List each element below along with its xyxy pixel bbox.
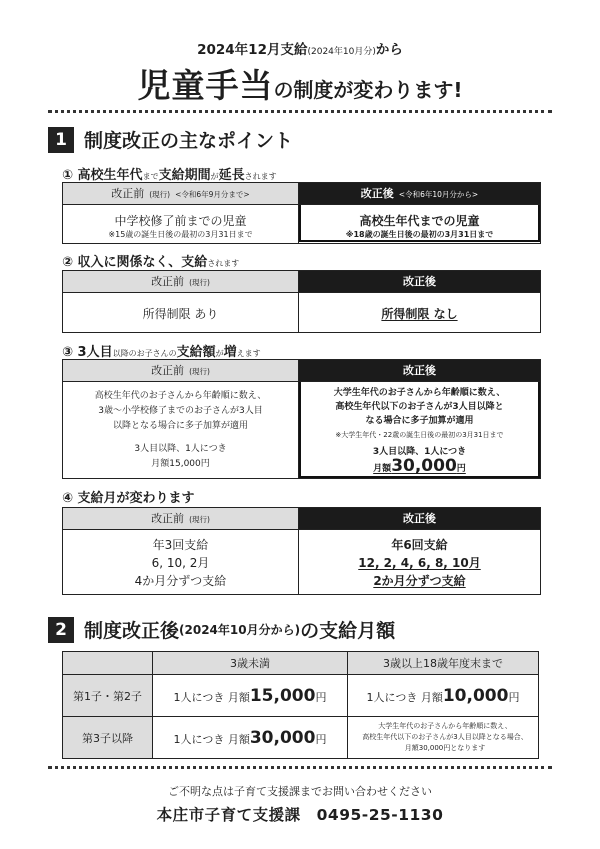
point2-after-main: 所得制限 なし [381,307,458,321]
amount-row1-over3-yen: 円 [508,690,520,704]
point4-before-line2: 6, 10, 2月 [151,556,210,570]
section2-title-a: 制度改正後 [84,620,180,642]
point1-before-label: 改正前 [111,187,145,200]
footer-inquiry: ご不明な点は子育て支援課までお問い合わせください [168,785,432,798]
point3-before-amount: 月額15,000円 [151,459,210,469]
amount-row2-yen: 円 [315,732,327,746]
point4-after-label: 改正後 [403,512,436,525]
point4-before-line3: 4か月分ずつ支給 [134,574,227,588]
page-title [0,60,600,107]
amount-row2-label: 第3子以降 [63,717,153,759]
point4-before-header [63,508,298,530]
amount-col-under3: 3歳未満 [153,652,348,675]
point2-before-label-small: (現行) [189,278,210,287]
point2-before [63,271,299,332]
footer-divider [48,766,552,769]
point1-marker: ① [62,168,74,183]
point4-after-line2: 12, 2, 4, 6, 8, 10月 [358,556,481,570]
header-date-small: (2024年10月分) [307,47,376,57]
point4-comparison [62,507,541,595]
point2-heading-small: されます [207,259,240,268]
point3-after-amount: 30,000 [391,456,457,476]
point1-heading-small-b: が [210,172,219,181]
footer-contact: 本庄市子育て支援課 0495-25-1130 [156,806,444,824]
point1-heading-small-a: まで [142,172,159,181]
point3-heading-c: 増 [223,345,237,360]
point1-after-label: 改正後 [360,187,394,200]
point3-after-amount-prefix: 月額 [373,464,392,474]
amount-row1-under3-value: 15,000 [249,685,316,706]
amount-row1-under3 [153,675,348,717]
point4-before-line1: 年3回支給 [152,538,209,552]
point1-before [63,183,299,243]
point1-before-label-note: <令和6年9月分まで> [175,190,250,199]
amount-row2-under3 [153,717,348,759]
point4-after [299,508,540,594]
point1-before-main: 中学校修了前までの児童 [114,214,247,228]
point3-after-header [299,360,540,382]
point3-after-desc3: なる場合に多子加算が適用 [365,416,474,426]
point3-after-desc2: 高校生年代以下のお子さんが3人目以降と [335,402,504,412]
point2-comparison [62,270,541,333]
point2-after [299,271,540,332]
point2-heading [62,251,239,270]
point4-after-line3: 2か月分ずつ支給 [373,574,466,588]
amount-row1-under3-prefix: 1人につき 月額 [173,690,250,704]
point3-marker: ③ [62,345,74,360]
point3-after-amount-label: 3人目以降、1人につき [372,447,467,457]
point1-after-header [299,183,540,205]
point3-heading [62,341,261,360]
header-date: 2024年12月支給 [197,42,308,58]
point4-after-line1: 年6回支給 [391,538,448,552]
point1-after-label-note: <令和6年10月分から> [398,190,479,199]
point2-after-header [299,271,540,293]
point3-before-header [63,360,298,382]
point4-before-label: 改正前 [151,512,185,525]
amount-table-corner [63,652,153,675]
section2-number: 2 [48,617,74,643]
section2-title-b: の支給月額 [300,620,396,642]
point3-before [63,360,299,478]
section2-heading [48,616,395,643]
section1-heading [48,126,293,153]
point3-after [299,360,540,478]
point3-after-amount-suffix: 円 [456,464,466,474]
amount-row1-under3-yen: 円 [315,690,327,704]
point1-before-label-small: (現行) [149,190,171,199]
point3-after-amount-line [301,456,538,476]
point4-after-header [299,508,540,530]
point3-before-label-small: (現行) [189,367,210,376]
point4-marker: ④ [62,491,74,506]
point1-before-note: ※15歳の誕生日後の最初の3月31日まで [108,230,253,239]
amount-row2-value: 30,000 [249,727,316,748]
amount-row2-note3: 月額30,000円となります [404,744,486,752]
header-subtitle [0,38,600,58]
amount-row2-note1: 大学生年代のお子さんから年齢順に数え、 [378,722,512,730]
header-from: から [375,42,403,58]
point3-after-note: ※大学生年代・22歳の誕生日後の最初の3月31日まで [335,431,504,439]
point3-before-label: 改正前 [151,364,185,377]
title-big: 児童手当 [137,66,274,105]
point1-heading-b: 支給期間 [158,168,211,183]
point3-heading-small-c: えます [236,349,261,358]
amount-row1-label: 第1子・第2子 [63,675,153,717]
point3-comparison [62,359,541,479]
point2-marker: ② [62,255,74,270]
amount-col-over3: 3歳以上18歳年度末まで [348,652,539,675]
point3-before-desc1: 高校生年代のお子さんから年齢順に数え、 [94,391,267,401]
point1-after [299,183,540,243]
point4-before-label-small: (現行) [189,515,210,524]
dotted-divider [48,110,552,113]
section1-title: 制度改正の主なポイント [84,130,294,152]
point2-before-label: 改正前 [151,275,185,288]
point3-heading-b: 支給額 [176,345,216,360]
point3-heading-small-b: が [215,349,224,358]
point4-heading-text: 支給月が変わります [77,491,195,506]
point2-before-main: 所得制限 あり [142,307,219,321]
point3-heading-small-a: 以降のお子さんの [112,349,177,358]
point2-heading-b: 、支給 [168,255,208,270]
point1-heading-a: 高校生年代 [77,168,143,183]
point3-before-desc3: 以降となる場合に多子加算が適用 [112,421,248,431]
point3-heading-a: 3人目 [77,345,113,360]
point3-after-label: 改正後 [403,364,436,377]
point4-before [63,508,299,594]
point1-heading-small-c: されます [244,172,277,181]
section1-number: 1 [48,127,74,153]
section2-title-small: (2024年10月分から) [179,623,301,637]
amount-row2-note2: 高校生年代以下のお子さんが3人目以降となる場合、 [362,733,528,741]
point1-comparison [62,182,541,244]
point4-heading [62,487,195,506]
point2-heading-a: 収入に関係なく [77,255,169,270]
point3-before-amount-label: 3人目以降、1人につき [134,444,227,454]
point1-after-note: ※18歳の誕生日後の最初の3月31日まで [345,230,494,239]
amount-row1-over3-value: 10,000 [442,685,509,706]
title-rest: の制度が変わります! [273,78,463,102]
point3-before-desc2: 3歳～小学校修了までのお子さんが3人目 [98,406,263,416]
amount-row1-over3-prefix: 1人につき 月額 [366,690,443,704]
point1-heading [62,164,277,183]
point1-after-main: 高校生年代までの児童 [359,214,480,228]
point2-before-header [63,271,298,293]
point1-before-header [63,183,298,205]
amount-row2-prefix: 1人につき 月額 [173,732,250,746]
amount-row1-over3 [348,675,539,717]
point3-after-desc1: 大学生年代のお子さんから年齢順に数え、 [333,388,506,398]
amount-row2-note [348,717,539,759]
amount-table [62,651,539,759]
point2-after-label: 改正後 [403,275,436,288]
point1-heading-c: 延長 [218,168,245,183]
